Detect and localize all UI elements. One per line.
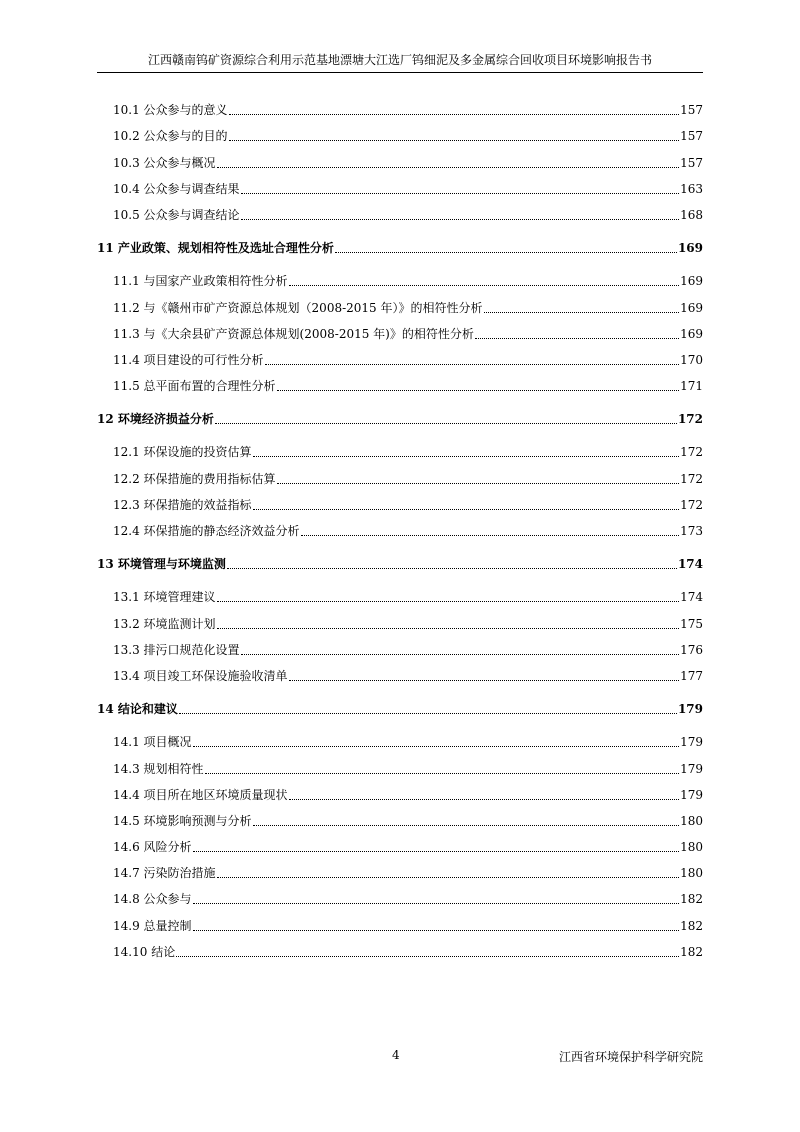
- toc-section-entry[interactable]: [97, 658, 703, 684]
- toc-entry-number: 10.1: [113, 103, 140, 118]
- toc-section-entry[interactable]: [97, 144, 703, 170]
- toc-section-entry[interactable]: [97, 934, 703, 960]
- toc-dot-leader: [265, 364, 680, 365]
- toc-entry-page: 169: [677, 241, 703, 256]
- toc-entry-title: 排污口规范化设置: [143, 642, 240, 657]
- toc-entry-page: 172: [677, 412, 703, 427]
- toc-entry-page: 182: [680, 944, 703, 959]
- toc-entry-title: 产业政策、规划相符性及选址合理性分析: [117, 241, 334, 256]
- toc-dot-leader: [176, 956, 679, 957]
- toc-chapter-entry[interactable]: [97, 230, 703, 256]
- toc-dot-leader: [193, 930, 680, 931]
- toc-entry-page: 169: [680, 274, 703, 289]
- toc-entry-title: 环境管理建议: [143, 590, 216, 605]
- toc-entry-title: 污染防治措施: [143, 866, 216, 881]
- header-divider: [97, 72, 703, 73]
- toc-entry-page: 177: [680, 668, 703, 683]
- toc-entry-page: 171: [680, 379, 703, 394]
- toc-section-entry[interactable]: [97, 342, 703, 368]
- toc-entry-page: 157: [680, 155, 703, 170]
- toc-entry-number: 12: [97, 412, 114, 427]
- toc-entry-page: 180: [680, 866, 703, 881]
- toc-entry-page: 172: [680, 445, 703, 460]
- toc-entry-title: 公众参与的目的: [143, 129, 228, 144]
- toc-entry-number: 11.5: [113, 379, 140, 394]
- toc-section-entry[interactable]: [97, 579, 703, 605]
- toc-entry-title: 项目建设的可行性分析: [143, 352, 264, 367]
- toc-dot-leader: [193, 746, 680, 747]
- toc-dot-leader: [205, 773, 680, 774]
- toc-section-entry[interactable]: [97, 289, 703, 315]
- toc-entry-page: 174: [680, 590, 703, 605]
- toc-section-entry[interactable]: [97, 118, 703, 144]
- toc-section-entry[interactable]: [97, 487, 703, 513]
- toc-dot-leader: [253, 825, 680, 826]
- toc-entry-number: 14.1: [113, 735, 140, 750]
- toc-entry-title: 风险分析: [143, 840, 192, 855]
- toc-dot-leader: [253, 509, 680, 510]
- toc-entry-title: 结论和建议: [117, 702, 178, 717]
- toc-entry-number: 14.9: [113, 918, 140, 933]
- toc-entry-number: 10.4: [113, 181, 140, 196]
- toc-section-entry[interactable]: [97, 750, 703, 776]
- toc-dot-leader: [253, 456, 680, 457]
- toc-dot-leader: [193, 903, 680, 904]
- toc-dot-leader: [217, 877, 680, 878]
- toc-dot-leader: [215, 423, 677, 424]
- toc-section-entry[interactable]: [97, 777, 703, 803]
- toc-entry-number: 13.3: [113, 642, 140, 657]
- toc-dot-leader: [229, 114, 680, 115]
- toc-entry-number: 13.4: [113, 668, 140, 683]
- toc-dot-leader: [179, 713, 677, 714]
- toc-entry-number: 14.8: [113, 892, 140, 907]
- toc-dot-leader: [241, 193, 680, 194]
- toc-entry-title: 环保措施的静态经济效益分析: [143, 524, 300, 538]
- toc-entry-page: 179: [680, 735, 703, 750]
- toc-entry-page: 180: [680, 840, 703, 855]
- toc-entry-title: 公众参与: [143, 892, 192, 907]
- toc-dot-leader: [241, 654, 680, 655]
- toc-dot-leader: [217, 628, 680, 629]
- toc-section-entry[interactable]: [97, 92, 703, 118]
- toc-entry-title: 公众参与的意义: [143, 103, 228, 118]
- toc-entry-number: 14.7: [113, 866, 140, 881]
- running-header: 江西赣南钨矿资源综合利用示范基地漂塘大江选厂钨细泥及多金属综合回收项目环境影响报告书: [147, 53, 652, 67]
- toc-section-entry[interactable]: [97, 881, 703, 907]
- toc-entry-title: 公众参与调查结果: [143, 181, 240, 196]
- toc-entry-title: 结论: [151, 944, 176, 959]
- toc-entry-page: 157: [680, 129, 703, 144]
- toc-entry-title: 项目概况: [143, 735, 192, 750]
- toc-entry-number: 12.1: [113, 445, 140, 460]
- toc-entry-title: 与《大余县矿产资源总体规划(2008-2015 年)》的相符性分析: [143, 326, 474, 341]
- toc-section-entry[interactable]: [97, 855, 703, 881]
- toc-entry-page: 179: [680, 761, 703, 776]
- toc-dot-leader: [217, 167, 680, 168]
- toc-section-entry[interactable]: [97, 434, 703, 460]
- toc-entry-number: 12.2: [113, 471, 140, 486]
- toc-entry-page: 173: [680, 524, 703, 538]
- toc-dot-leader: [277, 483, 680, 484]
- toc-entry-page: 179: [680, 787, 703, 802]
- toc-entry-page: 176: [680, 642, 703, 657]
- toc-chapter-entry[interactable]: [97, 691, 703, 717]
- toc-entry-number: 13.1: [113, 590, 140, 605]
- toc-section-entry[interactable]: [97, 513, 703, 539]
- toc-dot-leader: [229, 140, 680, 141]
- toc-entry-page: 169: [680, 326, 703, 341]
- toc-dot-leader: [289, 680, 680, 681]
- toc-entry-number: 13: [97, 557, 114, 572]
- toc-entry-title: 项目竣工环保设施验收清单: [143, 668, 288, 683]
- toc-entry-title: 总量控制: [143, 918, 192, 933]
- toc-section-entry[interactable]: [97, 316, 703, 342]
- toc-entry-number: 14.6: [113, 840, 140, 855]
- toc-dot-leader: [241, 219, 680, 220]
- toc-entry-number: 11.2: [113, 300, 140, 315]
- toc-entry-page: 179: [677, 702, 703, 717]
- toc-entry-title: 公众参与调查结论: [143, 207, 240, 222]
- page-number: 4: [392, 1048, 400, 1062]
- toc-dot-leader: [484, 312, 680, 313]
- toc-entry-page: 170: [680, 352, 703, 367]
- toc-entry-page: 172: [680, 471, 703, 486]
- toc-entry-title: 环保设施的投资估算: [143, 445, 252, 460]
- toc-section-entry[interactable]: [97, 724, 703, 750]
- toc-entry-title: 总平面布置的合理性分析: [143, 379, 276, 394]
- toc-entry-title: 环境管理与环境监测: [117, 557, 226, 572]
- toc-entry-page: 163: [680, 181, 703, 196]
- toc-entry-number: 11: [97, 241, 114, 256]
- toc-dot-leader: [193, 851, 680, 852]
- toc-section-entry[interactable]: [97, 632, 703, 658]
- toc-entry-title: 环境经济损益分析: [117, 412, 214, 427]
- toc-entry-number: 10.2: [113, 129, 140, 144]
- toc-entry-page: 182: [680, 918, 703, 933]
- toc-section-entry[interactable]: [97, 605, 703, 631]
- toc-entry-page: 172: [680, 497, 703, 512]
- toc-dot-leader: [335, 252, 677, 253]
- table-of-contents: [97, 92, 703, 960]
- toc-dot-leader: [301, 535, 680, 536]
- toc-chapter-entry[interactable]: [97, 546, 703, 572]
- toc-entry-number: 14.4: [113, 787, 140, 802]
- toc-dot-leader: [277, 390, 680, 391]
- toc-dot-leader: [289, 799, 680, 800]
- toc-entry-number: 11.4: [113, 352, 140, 367]
- toc-entry-number: 10.5: [113, 207, 140, 222]
- toc-entry-title: 环保措施的费用指标估算: [143, 471, 276, 486]
- toc-entry-title: 规划相符性: [143, 761, 204, 776]
- toc-entry-page: 168: [680, 207, 703, 222]
- toc-entry-page: 169: [680, 300, 703, 315]
- toc-entry-page: 180: [680, 813, 703, 828]
- toc-entry-number: 14: [97, 702, 114, 717]
- toc-entry-number: 11.3: [113, 326, 140, 341]
- toc-entry-title: 公众参与概况: [143, 155, 216, 170]
- toc-dot-leader: [289, 285, 680, 286]
- toc-section-entry[interactable]: [97, 197, 703, 223]
- toc-dot-leader: [475, 338, 679, 339]
- toc-entry-title: 环保措施的效益指标: [143, 497, 252, 512]
- toc-section-entry[interactable]: [97, 171, 703, 197]
- toc-section-entry[interactable]: [97, 907, 703, 933]
- toc-entry-number: 13.2: [113, 616, 140, 631]
- toc-entry-title: 环境影响预测与分析: [143, 813, 252, 828]
- toc-section-entry[interactable]: [97, 368, 703, 394]
- toc-dot-leader: [227, 568, 677, 569]
- toc-entry-title: 项目所在地区环境质量现状: [143, 787, 288, 802]
- toc-entry-number: 14.3: [113, 761, 140, 776]
- toc-entry-page: 157: [680, 103, 703, 118]
- toc-section-entry[interactable]: [97, 460, 703, 486]
- toc-section-entry[interactable]: [97, 829, 703, 855]
- toc-dot-leader: [217, 601, 680, 602]
- toc-entry-title: 与《赣州市矿产资源总体规划（2008-2015 年）》的相符性分析: [143, 300, 483, 315]
- toc-chapter-entry[interactable]: [97, 401, 703, 427]
- toc-entry-title: 环境监测计划: [143, 616, 216, 631]
- toc-entry-title: 与国家产业政策相符性分析: [143, 274, 288, 289]
- toc-entry-number: 12.3: [113, 497, 140, 512]
- toc-entry-page: 175: [680, 616, 703, 631]
- toc-entry-number: 14.10: [113, 944, 148, 959]
- toc-entry-number: 10.3: [113, 155, 140, 170]
- toc-entry-number: 12.4: [113, 524, 140, 538]
- toc-entry-number: 11.1: [113, 274, 140, 289]
- toc-entry-page: 174: [677, 557, 703, 572]
- toc-entry-number: 14.5: [113, 813, 140, 828]
- toc-section-entry[interactable]: [97, 263, 703, 289]
- toc-entry-page: 182: [680, 892, 703, 907]
- footer-organization: 江西省环境保护科学研究院: [558, 1050, 703, 1064]
- toc-section-entry[interactable]: [97, 803, 703, 829]
